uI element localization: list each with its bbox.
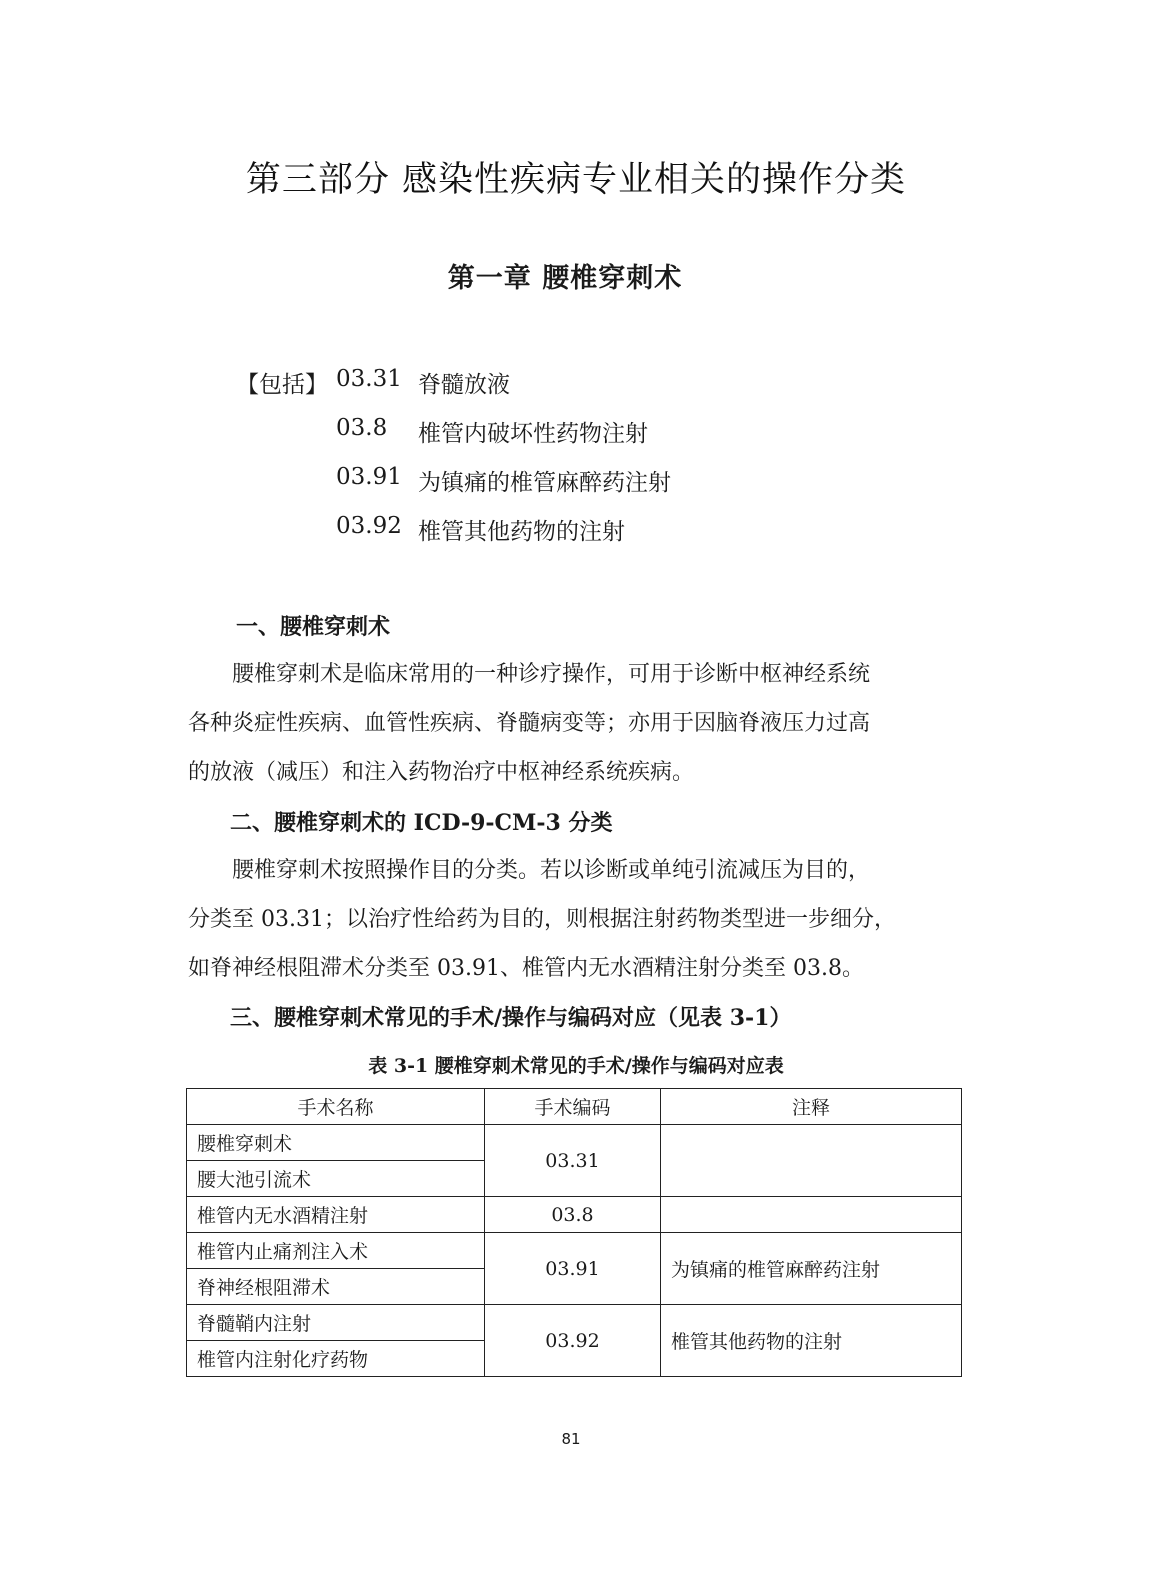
include-code: 03.8 (336, 415, 388, 441)
include-code: 03.31 (336, 366, 402, 392)
chapter-title: 第一章 腰椎穿刺术 (447, 263, 683, 294)
part-title: 第三部分 感染性疾病专业相关的操作分类 (245, 160, 907, 200)
procedure-code-table (186, 1088, 962, 1377)
section-heading: 一、腰椎穿刺术 (236, 614, 391, 640)
procedure-note: 为镇痛的椎管麻醉药注射 (661, 1233, 962, 1305)
procedure-name: 腰椎穿刺术 (187, 1125, 485, 1161)
column-header: 手术名称 (187, 1089, 485, 1125)
procedure-note (661, 1197, 962, 1233)
paragraph-line: 腰椎穿刺术是临床常用的一种诊疗操作，可用于诊断中枢神经系统 (188, 662, 871, 687)
paragraph-line: 如脊神经根阻滞术分类至 03.91、椎管内无水酒精注射分类至 03.8。 (188, 956, 864, 981)
procedure-note: 椎管其他药物的注射 (661, 1305, 962, 1377)
include-desc: 椎管其他药物的注射 (418, 519, 625, 545)
section-heading: 二、腰椎穿刺术的 ICD-9-CM-3 分类 (230, 810, 613, 836)
table-row (187, 1305, 962, 1341)
column-header: 注释 (661, 1089, 962, 1125)
procedure-name: 椎管内注射化疗药物 (187, 1341, 485, 1377)
include-desc: 椎管内破坏性药物注射 (418, 421, 648, 447)
paragraph-line: 分类至 03.31；以治疗性给药为目的，则根据注射药物类型进一步细分， (188, 907, 896, 932)
procedure-code: 03.31 (485, 1125, 661, 1197)
includes-label: 【包括】 (236, 372, 328, 398)
procedure-name: 腰大池引流术 (187, 1161, 485, 1197)
page-number: 81 (561, 1430, 581, 1448)
procedure-code: 03.92 (485, 1305, 661, 1377)
procedure-name: 脊髓鞘内注射 (187, 1305, 485, 1341)
section-paragraph (188, 846, 958, 993)
include-desc: 脊髓放液 (418, 372, 510, 398)
table-row (187, 1197, 962, 1233)
paragraph-line: 腰椎穿刺术按照操作目的分类。若以诊断或单纯引流减压为目的， (188, 858, 871, 883)
table-caption: 表 3-1 腰椎穿刺术常见的手术/操作与编码对应表 (368, 1055, 784, 1077)
paragraph-line: 的放液（减压）和注入药物治疗中枢神经系统疾病。 (188, 760, 695, 785)
table-header-row (187, 1089, 962, 1125)
procedure-note (661, 1125, 962, 1197)
include-code: 03.91 (336, 464, 402, 490)
column-header: 手术编码 (485, 1089, 661, 1125)
include-code: 03.92 (336, 513, 402, 539)
section-heading: 三、腰椎穿刺术常见的手术/操作与编码对应（见表 3-1） (230, 1005, 792, 1031)
procedure-name: 椎管内止痛剂注入术 (187, 1233, 485, 1269)
procedure-name: 脊神经根阻滞术 (187, 1269, 485, 1305)
paragraph-line: 各种炎症性疾病、血管性疾病、脊髓病变等；亦用于因脑脊液压力过高 (188, 711, 871, 736)
procedure-name: 椎管内无水酒精注射 (187, 1197, 485, 1233)
section-paragraph (188, 650, 958, 797)
table-row (187, 1233, 962, 1269)
procedure-code: 03.91 (485, 1233, 661, 1305)
procedure-code: 03.8 (485, 1197, 661, 1233)
include-desc: 为镇痛的椎管麻醉药注射 (418, 470, 671, 496)
table-row (187, 1125, 962, 1161)
